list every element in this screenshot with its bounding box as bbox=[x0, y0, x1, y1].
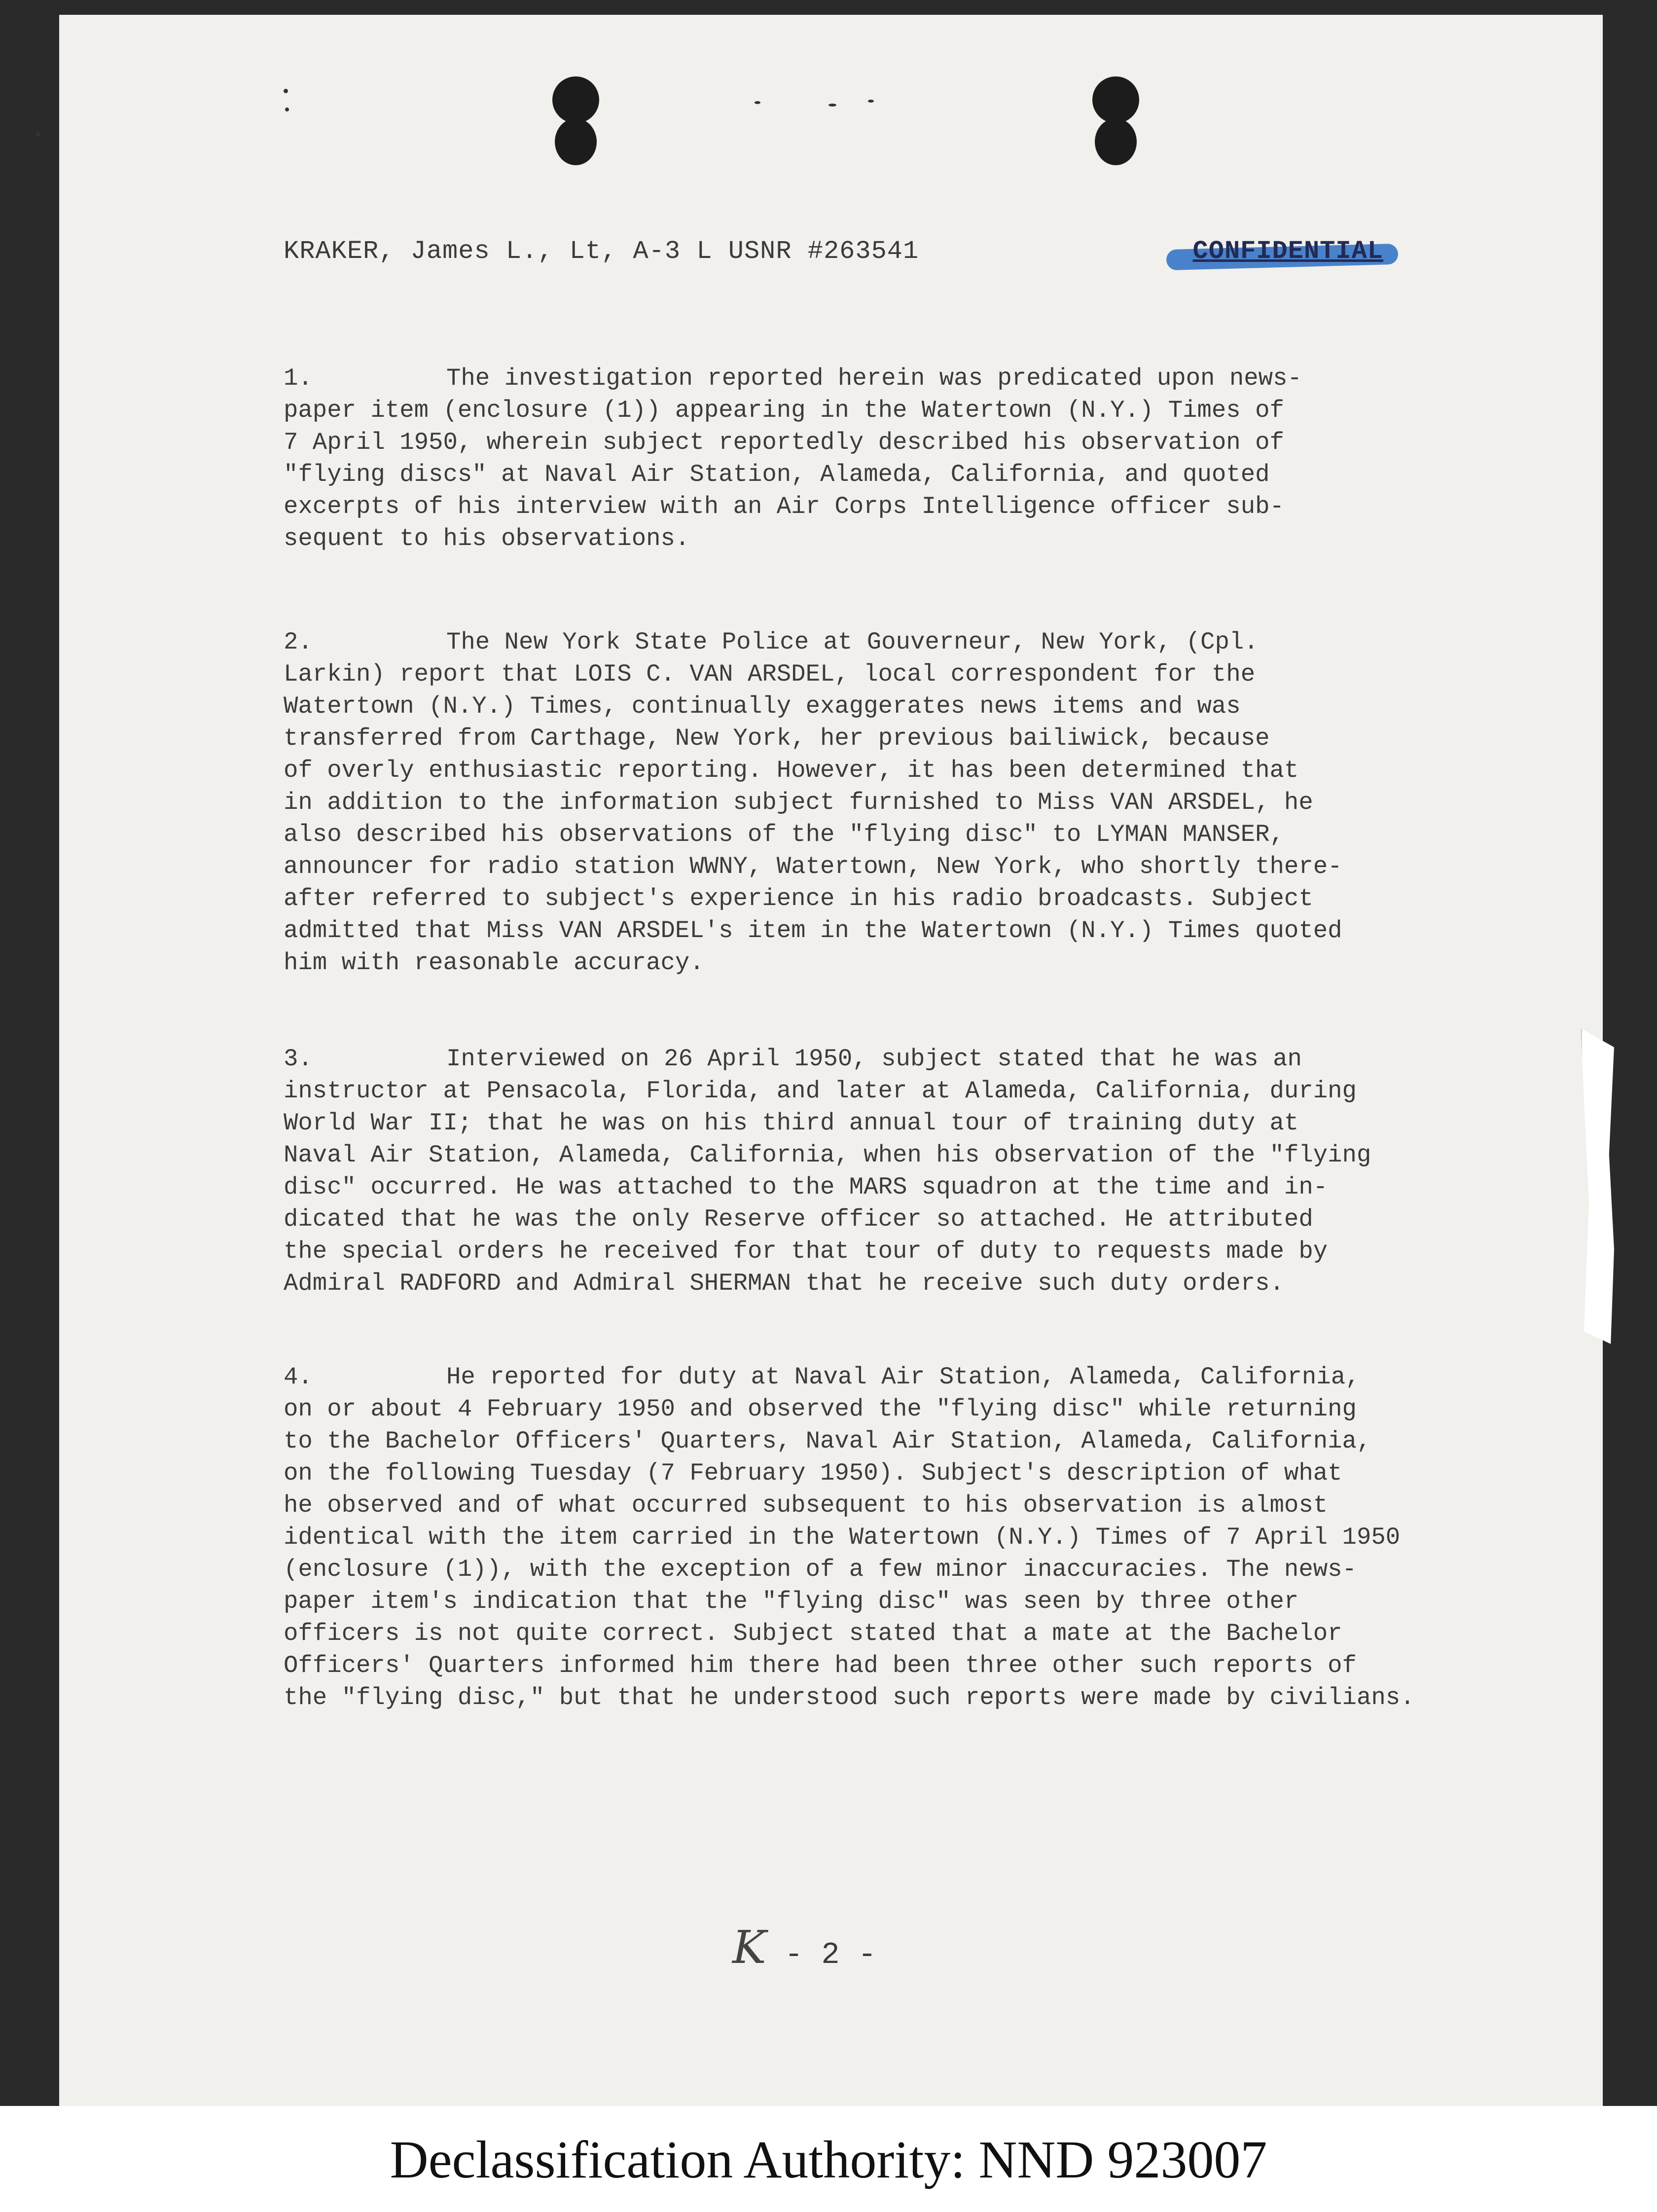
scan-speck bbox=[755, 101, 760, 104]
paragraph-line: (enclosure (1)), with the exception of a few minor inaccuracies. The news- bbox=[284, 1556, 1357, 1583]
paragraph-3 bbox=[284, 1043, 1571, 1300]
binder-hole-right bbox=[1095, 118, 1137, 165]
paragraph-line: excerpts of his interview with an Air Corps Intelligence officer sub- bbox=[284, 493, 1284, 520]
paragraph-line: disc" occurred. He was attached to the MARS squadron at the time and in- bbox=[284, 1173, 1328, 1201]
paragraph-line: also described his observations of the "flying disc" to LYMAN MANSER, bbox=[284, 821, 1284, 848]
paragraph-number: 2. bbox=[284, 628, 313, 656]
paragraph-line: Larkin) report that LOIS C. VAN ARSDEL, local correspondent for the bbox=[284, 660, 1256, 688]
paragraph-line: dicated that he was the only Reserve officer so attached. He attributed bbox=[284, 1205, 1313, 1233]
paragraph-line: Admiral RADFORD and Admiral SHERMAN that he receive such duty orders. bbox=[284, 1269, 1284, 1297]
paragraph-line: Interviewed on 26 April 1950, subject stated that he was an bbox=[446, 1045, 1302, 1073]
paragraph-line: Officers' Quarters informed him there had been three other such reports of bbox=[284, 1652, 1357, 1679]
paragraph-line: announcer for radio station WWNY, Watertown, New York, who shortly there- bbox=[284, 853, 1342, 880]
subject-line: KRAKER, James L., Lt, A-3 L USNR #263541 bbox=[284, 237, 919, 266]
paragraph-line: 7 April 1950, wherein subject reportedly described his observation of bbox=[284, 429, 1284, 456]
paragraph-line: The investigation reported herein was predicated upon news- bbox=[446, 364, 1302, 392]
paragraph-line: the "flying disc," but that he understood such reports were made by civilians. bbox=[284, 1684, 1415, 1711]
paragraph-line: officers is not quite correct. Subject stated that a mate at the Bachelor bbox=[284, 1620, 1342, 1647]
paragraph-line: him with reasonable accuracy. bbox=[284, 949, 704, 977]
paragraph-line: on or about 4 February 1950 and observed the "flying disc" while returning bbox=[284, 1395, 1357, 1423]
paragraph-number: 3. bbox=[284, 1045, 313, 1073]
paragraph-4 bbox=[284, 1361, 1571, 1714]
page-number bbox=[732, 1921, 876, 1974]
paragraph-number: 4. bbox=[284, 1363, 313, 1391]
paragraph-line: paper item's indication that the "flying disc" was seen by three other bbox=[284, 1588, 1299, 1615]
paragraph-1 bbox=[284, 363, 1571, 555]
scan-speck bbox=[285, 108, 289, 111]
declassification-footer: Declassification Authority: NND 923007 bbox=[390, 2131, 1267, 2189]
binder-hole-left bbox=[555, 118, 597, 165]
paragraph-line: after referred to subject's experience in his radio broadcasts. Subject bbox=[284, 885, 1313, 912]
scan-speck bbox=[868, 100, 874, 103]
scan-speck bbox=[284, 89, 288, 93]
paragraph-line: Watertown (N.Y.) Times, continually exaggerates news items and was bbox=[284, 692, 1241, 720]
scan-speck bbox=[36, 132, 40, 137]
binder-hole-left bbox=[552, 76, 599, 123]
binder-hole-right bbox=[1092, 76, 1139, 123]
paragraph-line: the special orders he received for that tour of duty to requests made by bbox=[284, 1237, 1328, 1265]
paragraph-number: 1. bbox=[284, 364, 313, 392]
classification-stamp: CONFIDENTIAL bbox=[1192, 237, 1383, 266]
paragraph-line: sequent to his observations. bbox=[284, 525, 690, 552]
document-header bbox=[284, 232, 1398, 271]
paragraph-line: in addition to the information subject furnished to Miss VAN ARSDEL, he bbox=[284, 789, 1313, 816]
paragraph-line: The New York State Police at Gouverneur, New York, (Cpl. bbox=[446, 628, 1259, 656]
paragraph-line: Naval Air Station, Alameda, California, when his observation of the "flying bbox=[284, 1141, 1371, 1169]
paragraph-line: identical with the item carried in the Watertown (N.Y.) Times of 7 April 1950 bbox=[284, 1523, 1401, 1551]
paragraph-line: transferred from Carthage, New York, her previous bailiwick, because bbox=[284, 725, 1270, 752]
paragraph-line: He reported for duty at Naval Air Station, Alameda, California, bbox=[446, 1363, 1360, 1391]
paragraph-2 bbox=[284, 626, 1571, 979]
paragraph-line: on the following Tuesday (7 February 1950). Subject's description of what bbox=[284, 1459, 1342, 1487]
page-number-text: - 2 - bbox=[784, 1937, 876, 1972]
paragraph-line: admitted that Miss VAN ARSDEL's item in the Watertown (N.Y.) Times quoted bbox=[284, 917, 1342, 944]
paragraph-line: instructor at Pensacola, Florida, and later at Alameda, California, during bbox=[284, 1077, 1357, 1105]
paragraph-line: "flying discs" at Naval Air Station, Alameda, California, and quoted bbox=[284, 461, 1270, 488]
paragraph-line: he observed and of what occurred subsequent to his observation is almost bbox=[284, 1491, 1328, 1519]
paragraph-line: of overly enthusiastic reporting. However, it has been determined that bbox=[284, 757, 1299, 784]
scan-speck bbox=[828, 104, 836, 107]
handwritten-annotation: K bbox=[732, 1921, 766, 1974]
paragraph-line: paper item (enclosure (1)) appearing in the Watertown (N.Y.) Times of bbox=[284, 397, 1284, 424]
paragraph-line: to the Bachelor Officers' Quarters, Naval Air Station, Alameda, California, bbox=[284, 1427, 1371, 1455]
paragraph-line: World War II; that he was on his third annual tour of training duty at bbox=[284, 1109, 1299, 1137]
